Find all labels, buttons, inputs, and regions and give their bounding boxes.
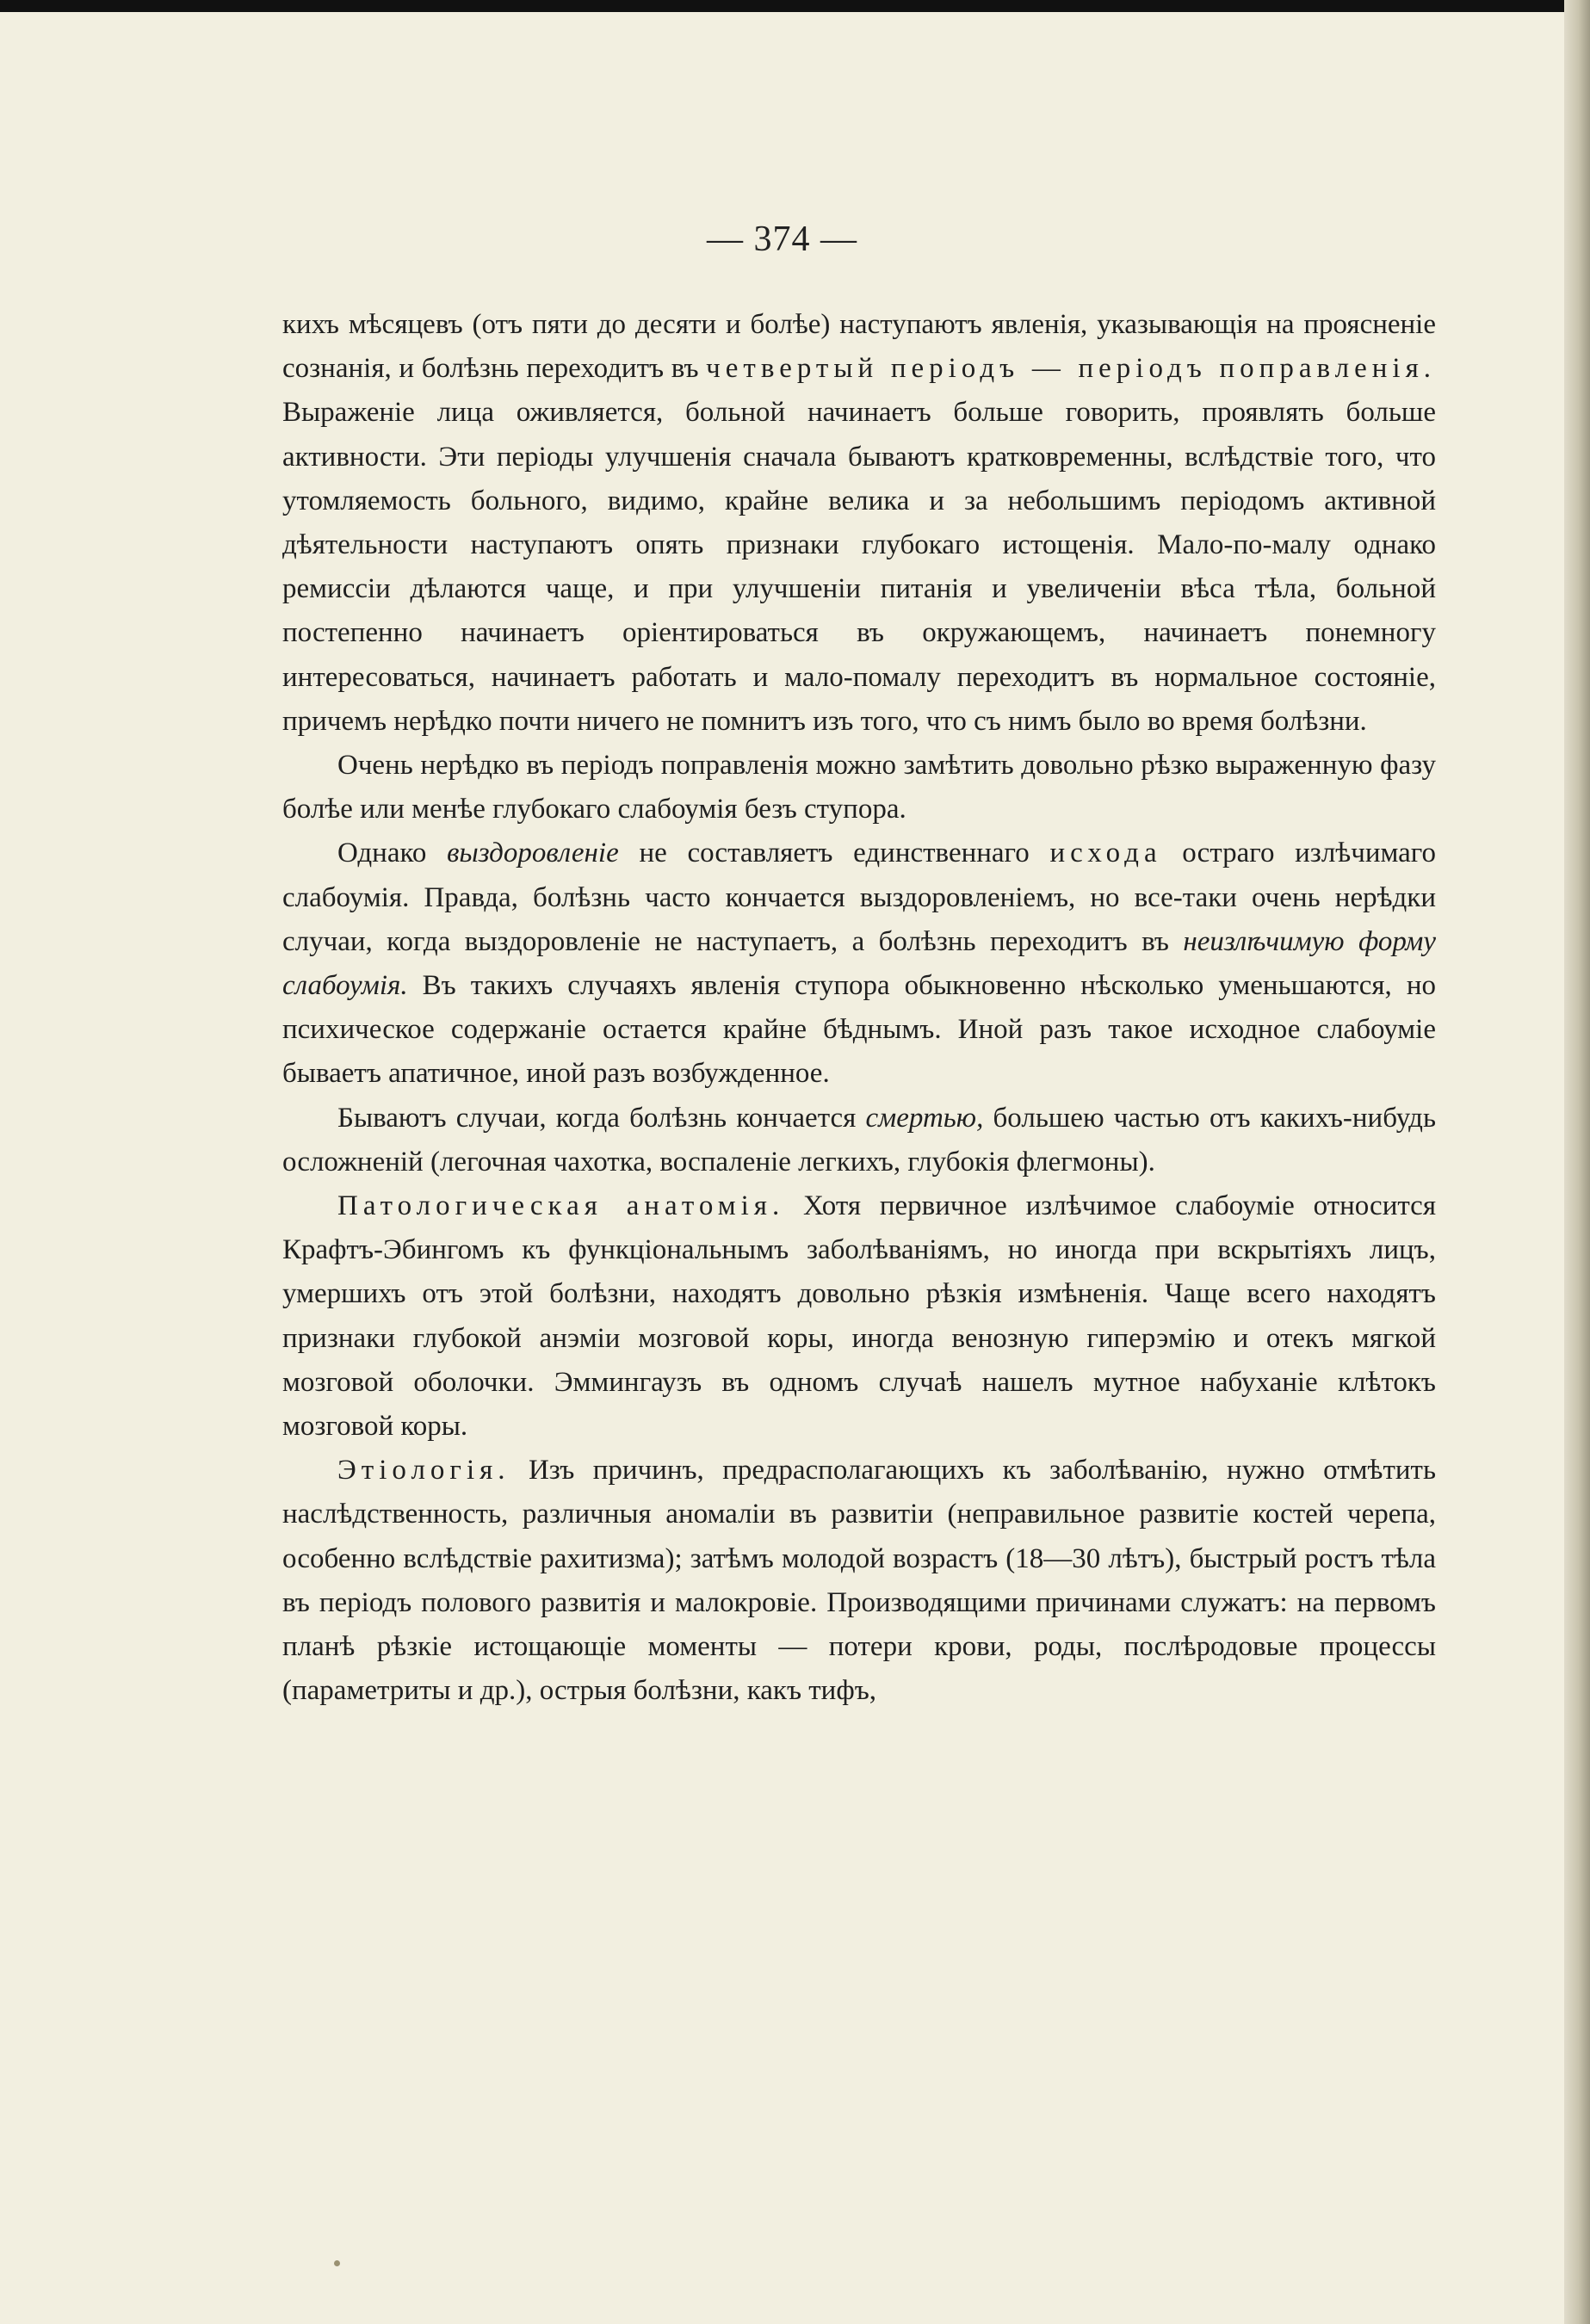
text-run: Въ такихъ случаяхъ явленія ступора обыкновенно нѣсколько уменьшаются, но психическое содержаніе остается крайне бѣднымъ. Иной разъ такое исходное слабоуміе бываетъ апатичное, иной разъ возбужденное. [282, 970, 1436, 1090]
section-heading-pathological-anatomy: Патологическая анатомія. [337, 1190, 785, 1222]
paper-speck [334, 2260, 340, 2266]
spaced-term: четвертый періодъ — періодъ поправленія. [706, 353, 1436, 385]
paragraph-6 [282, 1449, 1436, 1713]
text-run: большею частью отъ какихъ-нибудь осложненій (легочная чахотка, воспаленіе легкихъ, глубокія флегмоны). [282, 1102, 1436, 1177]
scan-top-edge [0, 0, 1590, 12]
book-page [0, 12, 1564, 2324]
scan-right-edge [1564, 0, 1590, 2324]
text-run: Хотя первичное излѣчимое слабоуміе относится Крафтъ-Эбингомъ къ функціональнымъ заболѣваніямъ, но иногда при вскрытіяхъ лицъ, умершихъ отъ этой болѣзни, находятъ довольно рѣзкія измѣненія. Чаще всего находятъ признаки глубокой анэміи мозговой коры, иногда венозную гиперэмію и отекъ мягкой мозговой оболочки. Эммингаузъ въ одномъ случаѣ нашелъ мутное набуханіе клѣтокъ мозговой коры. [282, 1190, 1437, 1443]
text-run: Выраженіе лица оживляется, больной начинаетъ больше говорить, проявлять больше активности. Эти періоды улучшенія сначала бываютъ кратковременны, вслѣдствіе того, что утомляемость больного, видимо, крайне велика и за небольшимъ періодомъ активной дѣятельности наступаютъ опять признаки глубокаго истощенія. Мало-по-малу однако ремиссіи дѣлаются чаще, и при улучшеніи питанія и увеличеніи вѣса тѣла, больной постепенно начинаетъ оріентироваться въ окружающемъ, начинаетъ понемногу интересоваться, начинаетъ работать и мало-помалу переходитъ въ нормальное состояніе, причемъ нерѣдко почти ничего не помнитъ изъ того, что съ нимъ было во время болѣзни. [282, 397, 1436, 737]
italic-term: смертью, [865, 1102, 984, 1134]
italic-term: выздоровленіе [447, 838, 619, 869]
text-run: кихъ мѣсяцевъ (отъ пяти до десяти и болѣе) наступаютъ явленія, указывающія на проясненіе сознанія, и болѣзнь переходитъ въ [282, 309, 1436, 385]
text-run: Очень нерѣдко въ періодъ поправленія можно замѣтить довольно рѣзко выраженную фазу болѣе или менѣе глубокаго слабоумія безъ ступора. [282, 750, 1436, 825]
italic-term: неизлѣчимую форму слабоумія. [282, 925, 1436, 1002]
paragraph-2 [282, 744, 1436, 831]
text-run: не составляетъ единственнаго [618, 838, 1050, 869]
text-run: Бываютъ случаи, когда болѣзнь кончается [337, 1102, 866, 1134]
paragraph-1 [282, 303, 1436, 744]
body-text [282, 303, 1436, 1714]
section-heading-etiology: Этіологія. [337, 1455, 510, 1486]
paragraph-4 [282, 1097, 1436, 1184]
paragraph-3 [282, 831, 1436, 1096]
spaced-term: исхода [1049, 838, 1162, 869]
text-run: остраго излѣчимаго слабоумія. Правда, болѣзнь часто кончается выздоровленіемъ, но все-таки очень нерѣдки случаи, когда выздоровленіе не наступаетъ, а болѣзнь переходитъ въ [282, 838, 1437, 957]
page-number: — 374 — [707, 219, 857, 259]
paragraph-5 [282, 1184, 1436, 1449]
text-run: Изъ причинъ, предрасполагающихъ къ заболѣванію, нужно отмѣтить наслѣдственность, различныя аномаліи въ развитіи (неправильное развитіе костей черепа, особенно вслѣдствіе рахитизма); затѣмъ молодой возрастъ (18—30 лѣтъ), быстрый ростъ тѣла въ періодъ полового развитія и малокровіе. Производящими причинами служатъ: на первомъ планѣ рѣзкіе истощающіе моменты — потери крови, роды, послѣродовые процессы (параметриты и др.), острыя болѣзни, какъ тифъ, [282, 1455, 1436, 1707]
text-run: Однако [337, 838, 448, 869]
